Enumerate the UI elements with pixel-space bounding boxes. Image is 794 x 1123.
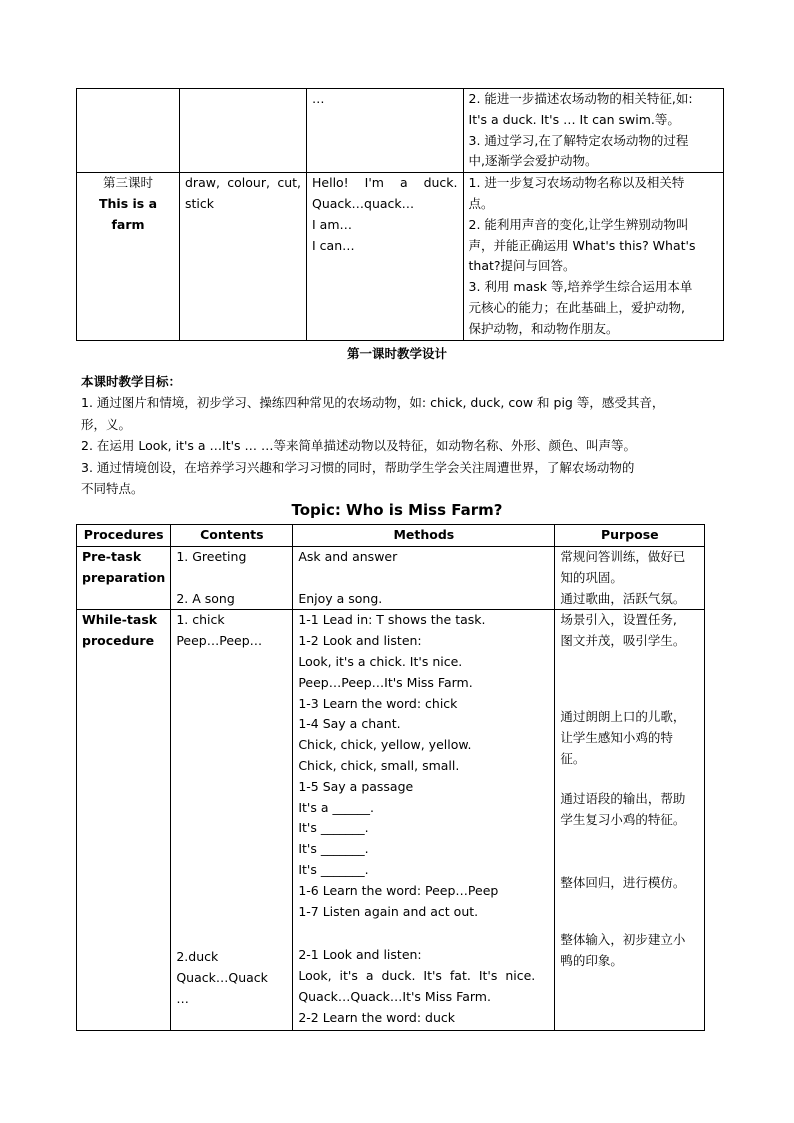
cell-text: Enjoy a song.	[298, 590, 383, 606]
cell-text: It's _______.	[298, 820, 369, 836]
cell-text: I am…	[312, 216, 352, 232]
methods-cell	[293, 547, 555, 610]
objectives-cell	[463, 89, 723, 173]
cell-text: 1-3 Learn the word: chick	[298, 695, 458, 711]
vocabulary-cell	[180, 89, 307, 173]
column-header: Procedures	[77, 525, 171, 547]
cell-text: that?提问与回答。	[468, 258, 576, 274]
lesson-cell	[77, 173, 180, 340]
procedure-cell	[77, 547, 171, 610]
cell-text: 整体输入，初步建立小	[560, 931, 686, 947]
cell-text: Quack…quack…	[312, 195, 415, 211]
purpose-cell	[555, 547, 705, 610]
cell-text: Quack…Quack…It's Miss Farm.	[298, 988, 491, 1004]
contents-cell	[171, 547, 293, 610]
column-header: Methods	[293, 525, 555, 547]
cell-text: 1-1 Lead in: T shows the task.	[298, 612, 486, 628]
cell-text: Ask and answer	[298, 549, 398, 564]
curriculum-table	[76, 88, 724, 341]
cell-text: I can…	[312, 237, 355, 253]
lesson-number: 第三课时	[102, 175, 153, 191]
cell-text: …	[312, 91, 325, 106]
vocabulary-cell	[180, 173, 307, 340]
sentences-cell	[307, 89, 464, 173]
contents-cell	[171, 610, 293, 1031]
cell-text: preparation	[82, 569, 166, 585]
objective-line: 不同特点。	[81, 481, 144, 497]
objective-line: 形，义。	[81, 416, 132, 432]
table-row	[77, 89, 724, 173]
lesson-cell	[77, 89, 180, 173]
cell-text: 2-2 Learn the word: duck	[298, 1009, 455, 1025]
cell-text: 图文并茂，吸引学生。	[560, 633, 686, 649]
cell-text: Pre-task	[82, 549, 142, 564]
cell-text: 2. A song	[176, 590, 235, 606]
objectives-cell	[463, 173, 723, 340]
cell-text: 1-6 Learn the word: Peep…Peep	[298, 882, 499, 898]
cell-text: It's _______.	[298, 861, 369, 877]
cell-text: 1-7 Listen again and act out.	[298, 903, 479, 919]
cell-text: 点。	[468, 195, 494, 211]
cell-text: 常规问答训练，做好已	[560, 549, 686, 564]
cell-text: Look, it's a duck. It's fat. It's nice.	[298, 968, 536, 984]
cell-text: 学生复习小鸡的特征。	[560, 812, 686, 828]
cell-text: Chick, chick, yellow, yellow.	[298, 737, 472, 753]
cell-text: 鸭的印象。	[560, 952, 623, 968]
cell-text: 声，并能正确运用 What's this? What's	[468, 237, 696, 253]
lesson-title: This is a farm	[98, 195, 157, 232]
table-header-row	[77, 525, 705, 547]
objective-line: 2. 在运用 Look, it's a …It's … …等来简单描述动物以及特征，如动物名称、外形、颜色、叫声等。	[81, 438, 637, 454]
cell-text: 保护动物，和动物作朋友。	[468, 320, 619, 336]
objective-line: 1. 通过图片和情境，初步学习、操练四种常见的农场动物，如: chick, duck, cow 和 pig 等，感受其音，	[81, 395, 665, 411]
cell-text: procedure	[82, 633, 155, 649]
column-header: Contents	[171, 525, 293, 547]
cell-text: 1. Greeting	[176, 549, 247, 564]
cell-text: It's a ______.	[298, 799, 374, 815]
cell-text: 通过朗朗上口的儿歌，	[560, 708, 686, 724]
methods-cell	[293, 610, 555, 1031]
objectives-title: 本课时教学目标：	[81, 374, 182, 389]
cell-text: 2.duck	[176, 948, 219, 964]
cell-text: Quack…Quack	[176, 969, 268, 985]
cell-text: 知的巩固。	[560, 569, 623, 585]
cell-text: 1-2 Look and listen:	[298, 633, 422, 649]
cell-text: It's a duck. It's … It can swim.等。	[468, 111, 680, 127]
table-row	[77, 610, 705, 1031]
cell-text: 征。	[560, 750, 586, 766]
column-header: Purpose	[555, 525, 705, 547]
cell-text: Look, it's a chick. It's nice.	[298, 653, 463, 669]
cell-text: Hello! I'm a duck.	[312, 175, 458, 191]
sentences-cell	[307, 173, 464, 340]
cell-text: 2. 能利用声音的变化,让学生辨别动物叫	[468, 216, 689, 232]
cell-text: 通过歌曲，活跃气氛。	[560, 590, 686, 606]
cell-text: It's _______.	[298, 841, 369, 857]
cell-text: 1. chick	[176, 612, 225, 628]
objective-line: 3. 通过情境创设，在培养学习兴趣和学习习惯的同时，帮助学生学会关注周遭世界，了解农场动物的	[81, 459, 635, 475]
cell-text: 元核心的能力；在此基础上，爱护动物,	[468, 299, 685, 315]
cell-text: 让学生感知小鸡的特	[560, 729, 673, 745]
lesson-plan-table	[76, 524, 705, 1031]
cell-text: 中,逐渐学会爱护动物。	[468, 153, 598, 169]
cell-text: 整体回归，进行模仿。	[560, 874, 686, 890]
lesson-heading: 第一课时教学设计	[346, 346, 447, 361]
cell-text: 1-4 Say a chant.	[298, 716, 401, 732]
cell-text: 通过语段的输出，帮助	[560, 791, 686, 807]
cell-text: While-task	[82, 612, 158, 628]
cell-text: …	[176, 990, 189, 1006]
cell-text: 1. 进一步复习农场动物名称以及相关特	[468, 175, 685, 191]
cell-text: 1-5 Say a passage	[298, 778, 414, 794]
cell-text: 3. 利用 mask 等,培养学生综合运用本单	[468, 279, 693, 295]
cell-text: 场景引入，设置任务,	[560, 612, 677, 628]
procedure-cell	[77, 610, 171, 1031]
cell-text: draw, colour, cut, stick	[185, 175, 301, 211]
purpose-cell	[555, 610, 705, 1031]
table-row	[77, 173, 724, 340]
cell-text: Chick, chick, small, small.	[298, 757, 460, 773]
cell-text: Peep…Peep…It's Miss Farm.	[298, 674, 473, 690]
cell-text: 2. 能进一步描述农场动物的相关特征,如:	[468, 91, 693, 106]
cell-text: 3. 通过学习,在了解特定农场动物的过程	[468, 132, 689, 148]
table-row	[77, 547, 705, 610]
cell-text: 2-1 Look and listen:	[298, 947, 422, 963]
objectives-section	[81, 371, 721, 499]
cell-text: Peep…Peep…	[176, 633, 263, 649]
topic-title: Topic: Who is Miss Farm?	[291, 501, 503, 519]
